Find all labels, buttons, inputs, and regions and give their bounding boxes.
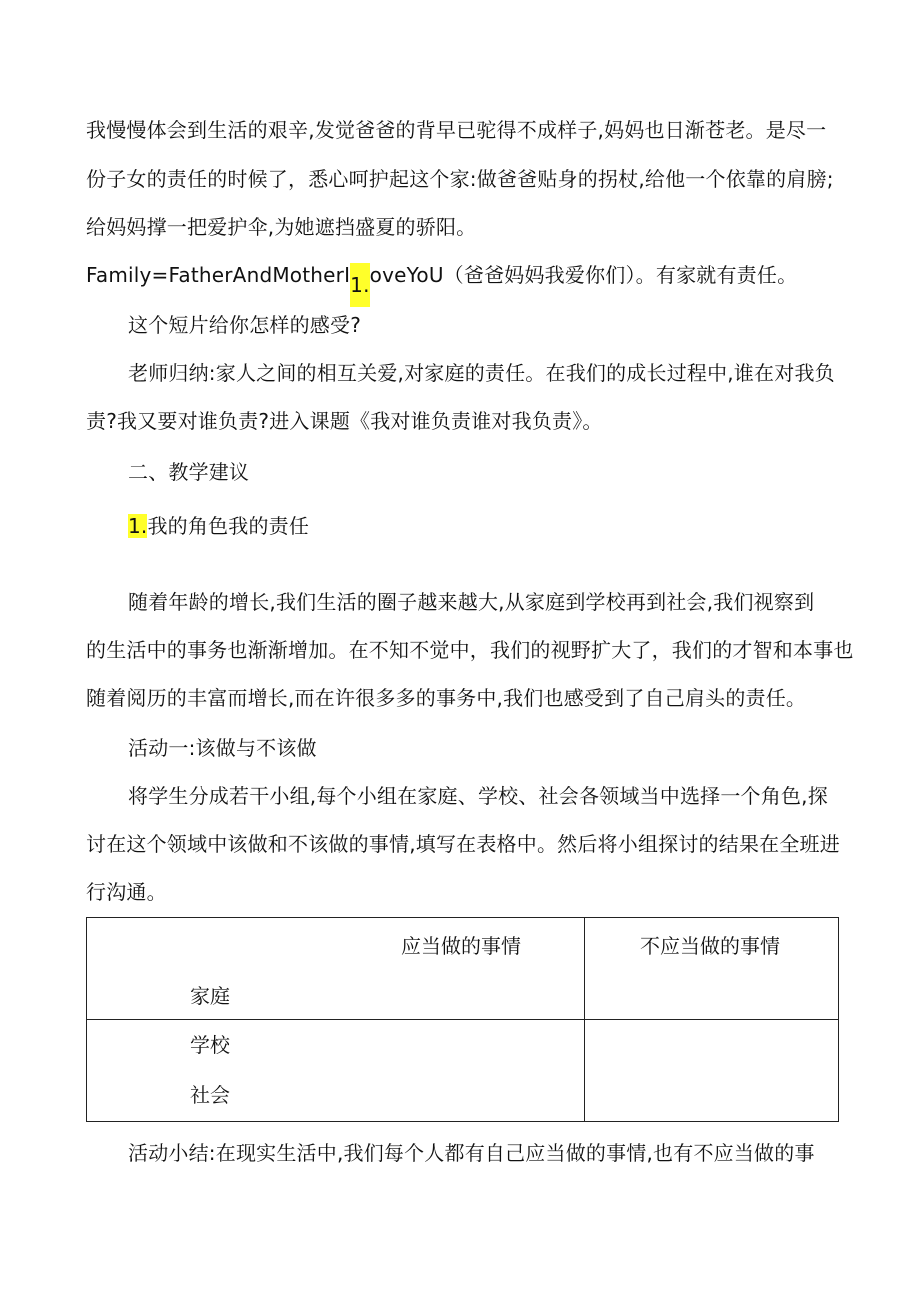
activity-summary-line: 活动小结:在现实生活中,我们每个人都有自己应当做的事情,也有不应当做的事 — [128, 1141, 815, 1165]
question-line: 这个短片给你怎样的感受? — [128, 313, 362, 337]
subheading-text: 我的角色我的责任 — [147, 514, 310, 538]
intro-line-1: 我慢慢体会到生活的艰辛,发觉爸爸的背早已驼得不成样子,妈妈也日渐苍老。是尽一 — [86, 118, 827, 142]
column-header-should-not: 不应当做的事情 — [640, 934, 780, 958]
table-row — [87, 1020, 839, 1122]
highlighted-text: 1. — [350, 263, 369, 307]
teacher-summary-line-1: 老师归纳:家人之间的相互关爱,对家庭的责任。在我们的成长过程中,谁在对我负 — [128, 361, 835, 385]
row-label-family: 家庭 — [190, 984, 230, 1008]
teacher-summary-line-2: 责?我又要对谁负责?进入课题《我对谁负责谁对我负责》。 — [86, 409, 603, 433]
intro-line-2: 份子女的责任的时候了，悉心呵护起这个家:做爸爸贴身的拐杖,给他一个依靠的肩膀; — [86, 167, 834, 191]
activity-desc-line-1: 将学生分成若干小组,每个小组在家庭、学校、社会各领域当中选择一个角色,探 — [128, 784, 828, 808]
activity-title: 活动一:该做与不该做 — [128, 736, 317, 760]
column-header-should: 应当做的事情 — [401, 934, 521, 958]
family-acronym-suffix: oveYoU（爸爸妈妈我爱你们）。有家就有责任。 — [369, 263, 798, 287]
table-cell — [87, 918, 585, 1020]
growth-line-2: 的生活中的事务也渐渐增加。在不知不觉中，我们的视野扩大了，我们的才智和本事也 — [86, 638, 854, 662]
responsibility-table — [86, 917, 839, 1122]
growth-line-3: 随着阅历的丰富而增长,而在许很多多的事务中,我们也感受到了自己肩头的责任。 — [86, 686, 807, 710]
family-acronym-line — [86, 260, 846, 297]
subheading — [128, 511, 888, 541]
table-cell — [585, 1020, 839, 1122]
row-label-school: 学校 — [190, 1033, 230, 1057]
family-acronym-prefix: Family=FatherAndMotherI — [86, 263, 351, 287]
activity-desc-line-2: 讨在这个领域中该做和不该做的事情,填写在表格中。然后将小组探讨的结果在全班进 — [86, 832, 840, 856]
table-cell — [585, 918, 839, 1020]
section-heading: 二、教学建议 — [128, 460, 250, 484]
activity-desc-line-3: 行沟通。 — [86, 880, 167, 904]
intro-line-3: 给妈妈撑一把爱护伞,为她遮挡盛夏的骄阳。 — [86, 215, 477, 239]
table-row — [87, 918, 839, 1020]
row-label-society: 社会 — [190, 1083, 230, 1107]
table-cell — [87, 1020, 585, 1122]
growth-line-1: 随着年龄的增长,我们生活的圈子越来越大,从家庭到学校再到社会,我们视察到 — [128, 590, 815, 614]
subheading-number-highlight: 1. — [128, 514, 148, 538]
